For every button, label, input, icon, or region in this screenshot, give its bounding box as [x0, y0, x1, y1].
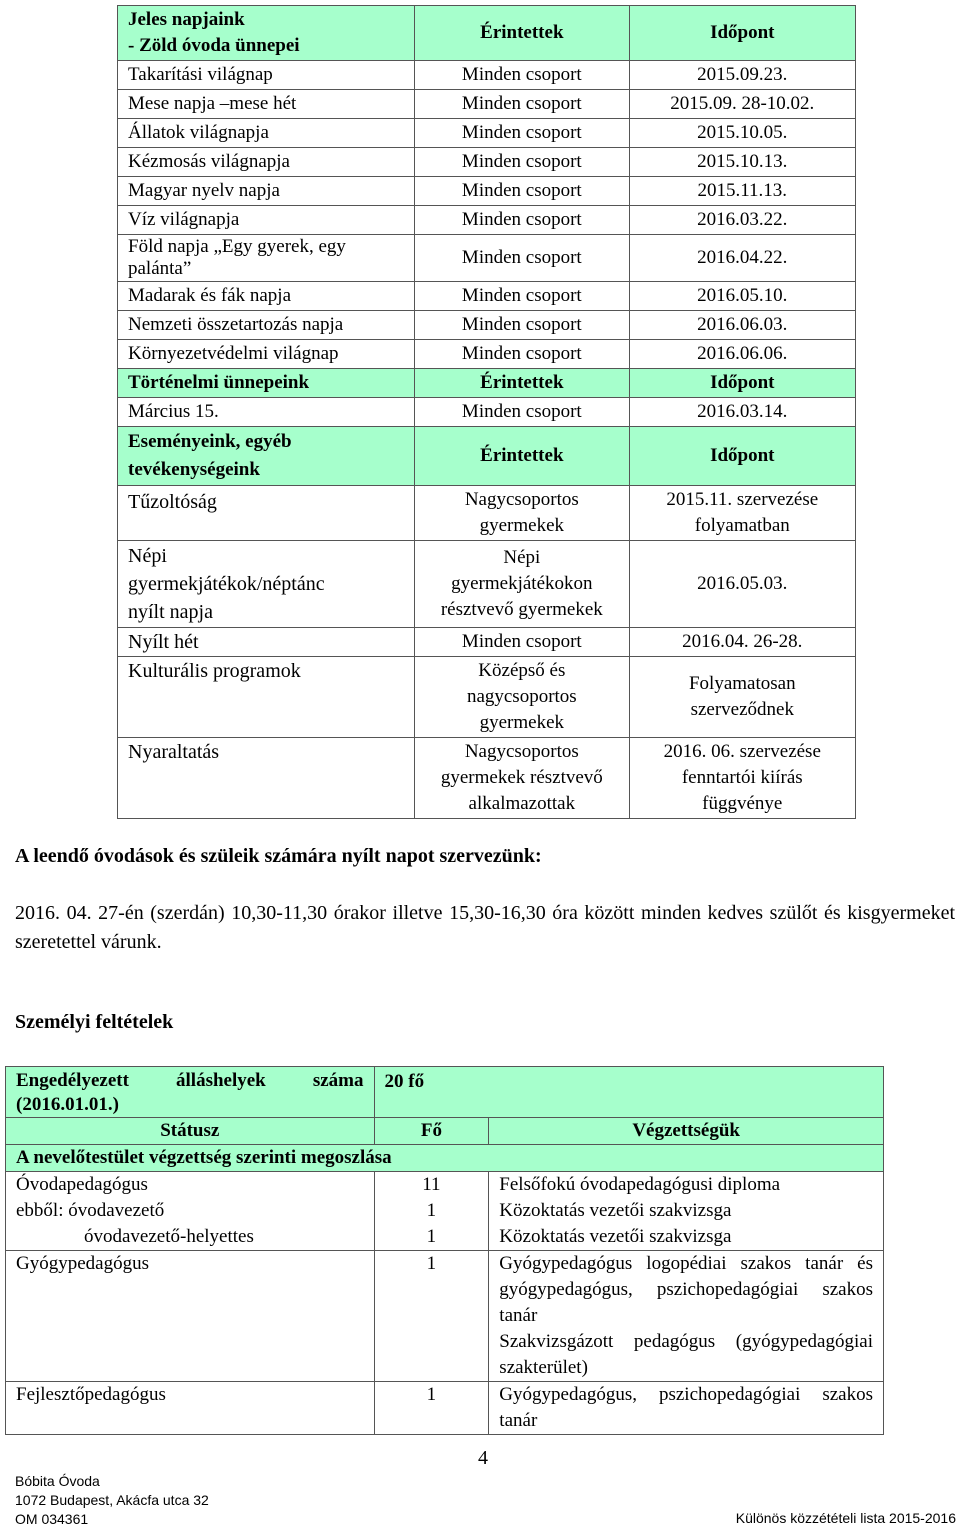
event-name: Takarítási világnap: [118, 61, 415, 90]
event-affected: Minden csoport: [415, 61, 629, 90]
staff-qualification: [489, 1172, 884, 1251]
event-name-line: nyílt napja: [128, 601, 213, 623]
events-header-row: [118, 6, 856, 61]
event-affected: [415, 486, 629, 541]
header-date: Időpont: [629, 369, 855, 398]
staff-status: Gyógypedagógus: [6, 1251, 375, 1382]
event-date-line: folyamatban: [694, 515, 790, 536]
header-date: Időpont: [629, 427, 855, 486]
event-affected: Minden csoport: [415, 628, 629, 657]
staff-qualification-line: Szakvizsgázott pedagógus (gyógypedagógiai szakterület): [499, 1331, 873, 1378]
event-name: Nyílt hét: [118, 628, 415, 657]
event-date: 2016.03.14.: [629, 398, 855, 427]
staff-qualification: Gyógypedagógus, pszichopedagógiai szakos tanár: [489, 1382, 884, 1435]
staff-count: 1: [374, 1251, 489, 1382]
event-date: 2015.11.13.: [629, 177, 855, 206]
footer-address: 1072 Budapest, Akácfa utca 32: [15, 1492, 209, 1508]
event-date: 2016.03.22.: [629, 206, 855, 235]
table-row: [118, 148, 856, 177]
event-affected: Minden csoport: [415, 90, 629, 119]
staff-qualification: [489, 1251, 884, 1382]
event-affected-line: gyermekek résztvevő: [440, 767, 603, 788]
history-header-row: [118, 369, 856, 398]
header-status: Státusz: [6, 1118, 375, 1145]
event-affected: [415, 738, 629, 819]
event-name: Madarak és fák napja: [118, 282, 415, 311]
table-row: [118, 90, 856, 119]
event-date: [629, 486, 855, 541]
event-date: [629, 657, 855, 738]
event-date: 2016.06.03.: [629, 311, 855, 340]
staff-section-title: Személyi feltételek: [15, 1011, 174, 1033]
events-table: [117, 5, 856, 819]
events-header-title: [118, 6, 415, 61]
footer-org: Bóbita Óvoda: [15, 1473, 100, 1489]
header-affected: Érintettek: [415, 6, 629, 61]
event-date-line: szerveződnek: [690, 699, 794, 720]
header-count: Fő: [374, 1118, 489, 1145]
event-affected-line: Középső és: [478, 660, 566, 681]
header-affected: Érintettek: [415, 369, 629, 398]
event-name: Állatok világnapja: [118, 119, 415, 148]
table-row: [118, 340, 856, 369]
page-number: 4: [478, 1447, 488, 1469]
event-affected-line: nagycsoportos: [466, 686, 577, 707]
approved-positions-row: [6, 1067, 884, 1118]
header-affected: Érintettek: [415, 427, 629, 486]
table-row: [118, 398, 856, 427]
event-date: 2015.09.23.: [629, 61, 855, 90]
staff-qualification-line: Közoktatás vezetői szakvizsga: [499, 1226, 732, 1247]
event-date: 2016.05.03.: [629, 541, 855, 628]
staff-qualification-line: Felsőfokú óvodapedagógusi diploma: [499, 1174, 781, 1195]
activities-header-title: [118, 427, 415, 486]
event-name: Nemzeti összetartozás napja: [118, 311, 415, 340]
event-name: Víz világnapja: [118, 206, 415, 235]
event-name: Március 15.: [118, 398, 415, 427]
event-affected-line: gyermekjátékokon: [451, 573, 593, 594]
event-date: 2016.04. 26-28.: [629, 628, 855, 657]
event-date-line: Folyamatosan: [688, 673, 796, 694]
event-date: 2016.04.22.: [629, 235, 855, 282]
table-row: [6, 1172, 884, 1251]
table-row: [118, 738, 856, 819]
event-date-line: 2016. 06. szervezése: [663, 741, 821, 762]
event-affected-line: résztvevő gyermekek: [440, 599, 603, 620]
table-row: [118, 235, 856, 282]
event-name: [118, 235, 415, 282]
event-name: [118, 541, 415, 628]
approved-positions-value: 20 fő: [374, 1067, 883, 1118]
event-affected: [415, 541, 629, 628]
event-affected: Minden csoport: [415, 119, 629, 148]
table-row: [118, 61, 856, 90]
table-row: [118, 657, 856, 738]
event-affected: Minden csoport: [415, 340, 629, 369]
staff-section-row: [6, 1145, 884, 1172]
event-date: [629, 738, 855, 819]
event-affected: Minden csoport: [415, 235, 629, 282]
history-header-title: Történelmi ünnepeink: [118, 369, 415, 398]
staff-status-line: óvodavezető-helyettes: [84, 1226, 254, 1247]
staff-count: [374, 1172, 489, 1251]
event-affected-line: Nagycsoportos: [464, 741, 579, 762]
event-date: 2015.09. 28-10.02.: [629, 90, 855, 119]
event-affected: Minden csoport: [415, 398, 629, 427]
header-title-line: Jeles napjaink: [128, 9, 245, 30]
event-name-line: palánta”: [128, 258, 192, 279]
staff-header-row: [6, 1118, 884, 1145]
event-date-line: fenntartói kiírás: [681, 767, 803, 788]
event-affected: Minden csoport: [415, 311, 629, 340]
event-affected: Minden csoport: [415, 206, 629, 235]
header-title-line: Eseményeink, egyéb: [128, 431, 292, 452]
event-date: 2016.05.10.: [629, 282, 855, 311]
event-name: Tűzoltóság: [118, 486, 415, 541]
activities-header-row: [118, 427, 856, 486]
event-affected-line: Népi: [503, 547, 541, 568]
staff-status-line: ebből: óvodavezető: [16, 1200, 165, 1221]
table-row: [118, 311, 856, 340]
staff-status-line: Óvodapedagógus: [16, 1174, 148, 1195]
table-row: [118, 282, 856, 311]
event-name-line: Népi: [128, 545, 167, 567]
event-affected-line: gyermekek: [479, 515, 565, 536]
event-date: 2015.10.05.: [629, 119, 855, 148]
footer: [15, 1472, 209, 1529]
table-row: [6, 1382, 884, 1435]
event-affected: Minden csoport: [415, 177, 629, 206]
table-row: [118, 628, 856, 657]
staff-section-label: A nevelőtestület végzettség szerinti megoszlása: [6, 1145, 884, 1172]
table-row: [118, 486, 856, 541]
event-date-line: függvénye: [702, 793, 783, 814]
header-qualification: Végzettségük: [489, 1118, 884, 1145]
event-affected-line: alkalmazottak: [468, 793, 576, 814]
event-name-line: gyermekjátékok/néptánc: [128, 573, 325, 595]
staff-count: 1: [374, 1382, 489, 1435]
footer-doc-title: Különös közzétételi lista 2015-2016: [735, 1510, 956, 1526]
event-date: 2016.06.06.: [629, 340, 855, 369]
event-affected: Minden csoport: [415, 282, 629, 311]
event-name: Mese napja –mese hét: [118, 90, 415, 119]
event-name: Kézmosás világnapja: [118, 148, 415, 177]
open-day-text: 2016. 04. 27-én (szerdán) 10,30-11,30 órakor illetve 15,30-16,30 óra között minden kedves szülőt és kisgyermeket szeretettel várunk.: [15, 902, 955, 953]
table-row: [118, 119, 856, 148]
event-name: Kulturális programok: [118, 657, 415, 738]
staff-count-line: 1: [426, 1226, 437, 1247]
table-row: [118, 541, 856, 628]
staff-count-line: 1: [426, 1200, 437, 1221]
event-affected-line: gyermekek: [479, 712, 565, 733]
staff-table: [5, 1066, 884, 1435]
event-name-line: Föld napja „Egy gyerek, egy: [128, 236, 346, 257]
event-affected-line: Nagycsoportos: [464, 489, 579, 510]
staff-status: [6, 1172, 375, 1251]
approved-positions-label: Engedélyezett álláshelyek száma (2016.01.01.): [6, 1067, 375, 1118]
staff-status: Fejlesztőpedagógus: [6, 1382, 375, 1435]
staff-qualification-line: Közoktatás vezetői szakvizsga: [499, 1200, 732, 1221]
table-row: [6, 1251, 884, 1382]
footer-om: OM 034361: [15, 1511, 89, 1527]
open-day-title: A leendő óvodások és szüleik számára nyílt napot szervezünk:: [15, 845, 542, 867]
header-title-line: - Zöld óvoda ünnepei: [128, 35, 300, 56]
event-date-line: 2015.11. szervezése: [666, 489, 819, 510]
table-row: [118, 177, 856, 206]
event-name: Nyaraltatás: [118, 738, 415, 819]
staff-count-line: 11: [422, 1174, 441, 1195]
event-affected: [415, 657, 629, 738]
event-date: 2015.10.13.: [629, 148, 855, 177]
table-row: [118, 206, 856, 235]
header-title-line: tevékenységeink: [128, 459, 260, 480]
event-name: Környezetvédelmi világnap: [118, 340, 415, 369]
staff-qualification-line: Gyógypedagógus logopédiai szakos tanár és gyógypedagógus, pszichopedagógiai szakos tanár: [499, 1253, 873, 1326]
header-date: Időpont: [629, 6, 855, 61]
event-name: Magyar nyelv napja: [118, 177, 415, 206]
event-affected: Minden csoport: [415, 148, 629, 177]
